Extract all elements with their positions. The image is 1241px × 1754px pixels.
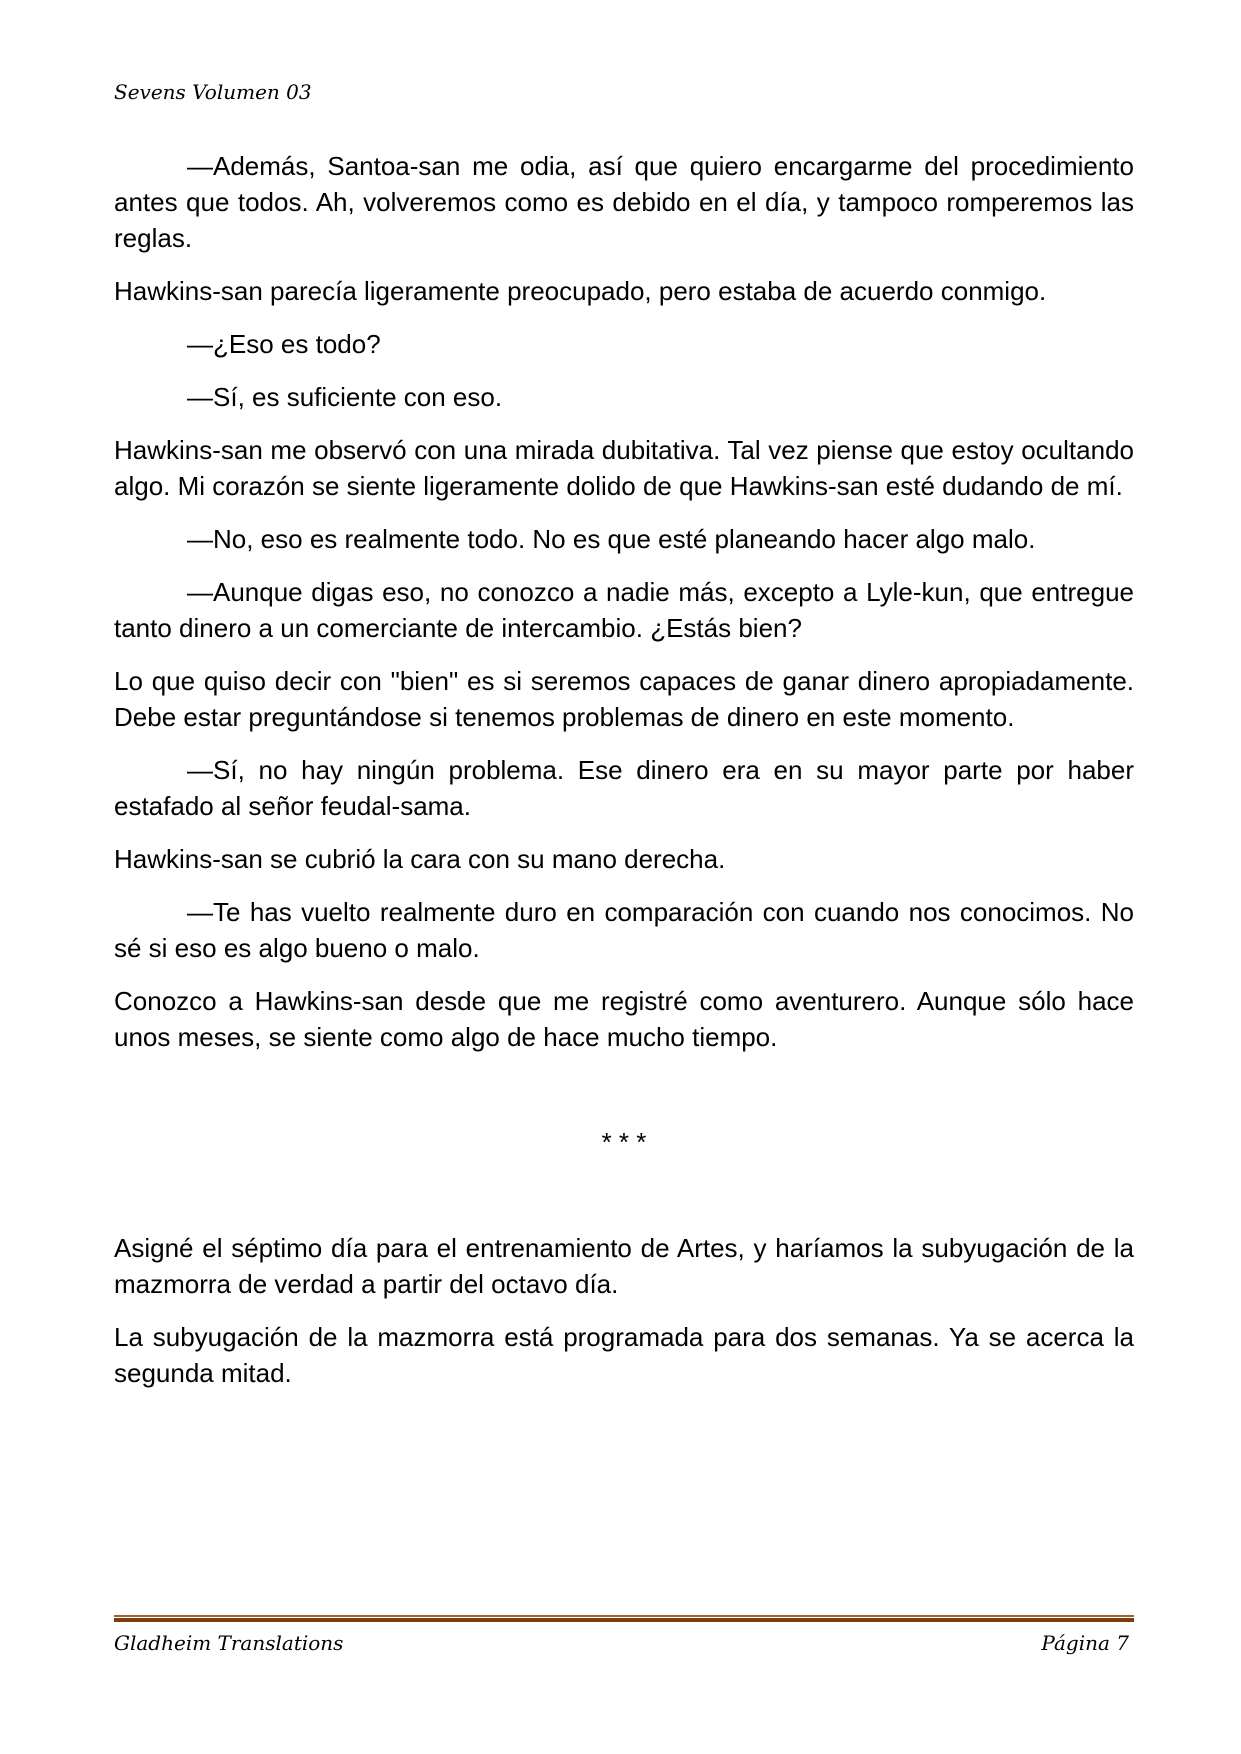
paragraph: —Además, Santoa-san me odia, así que quiero encargarme del procedimiento antes que todos. Ah, volveremos como es debido en el día, y tampoco romperemos las reglas. [114,151,1134,253]
paragraph: La subyugación de la mazmorra está programada para dos semanas. Ya se acerca la segunda mitad. [114,1322,1134,1388]
footer-divider [114,1615,1134,1622]
paragraph: —Sí, no hay ningún problema. Ese dinero era en su mayor parte por haber estafado al señor feudal-sama. [114,755,1134,821]
running-header: Sevens Volumen 03 [114,80,312,104]
footer-divider-thick-line [114,1618,1134,1622]
paragraph: —No, eso es realmente todo. No es que esté planeando hacer algo malo. [187,524,1036,554]
paragraph: —¿Eso es todo? [187,329,381,359]
paragraph: Hawkins-san se cubrió la cara con su mano derecha. [114,844,726,874]
paragraph: Conozco a Hawkins-san desde que me registré como aventurero. Aunque sólo hace unos meses, se siente como algo de hace mucho tiempo. [114,986,1134,1052]
paragraph: —Aunque digas eso, no conozco a nadie más, excepto a Lyle-kun, que entregue tanto dinero a un comerciante de intercambio. ¿Estás bien? [114,577,1134,643]
page-number: Página 7 [1041,1631,1129,1655]
footer-divider-thin-line [114,1615,1134,1617]
page-body [114,148,1134,1408]
paragraph: Lo que quiso decir con "bien" es si seremos capaces de ganar dinero apropiadamente. Debe estar preguntándose si tenemos problemas de dinero en este momento. [114,666,1134,732]
footer-credit: Gladheim Translations [114,1631,344,1655]
paragraph: Hawkins-san me observó con una mirada dubitativa. Tal vez piense que estoy ocultando algo. Mi corazón se siente ligeramente dolido de que Hawkins-san esté dudando de mí. [114,435,1134,501]
scene-separator: * * * [601,1127,647,1157]
paragraph: —Te has vuelto realmente duro en comparación con cuando nos conocimos. No sé si eso es algo bueno o malo. [114,897,1134,963]
paragraph: —Sí, es suficiente con eso. [187,382,503,412]
paragraph: Hawkins-san parecía ligeramente preocupado, pero estaba de acuerdo conmigo. [114,276,1047,306]
paragraph: Asigné el séptimo día para el entrenamiento de Artes, y haríamos la subyugación de la mazmorra de verdad a partir del octavo día. [114,1233,1134,1299]
